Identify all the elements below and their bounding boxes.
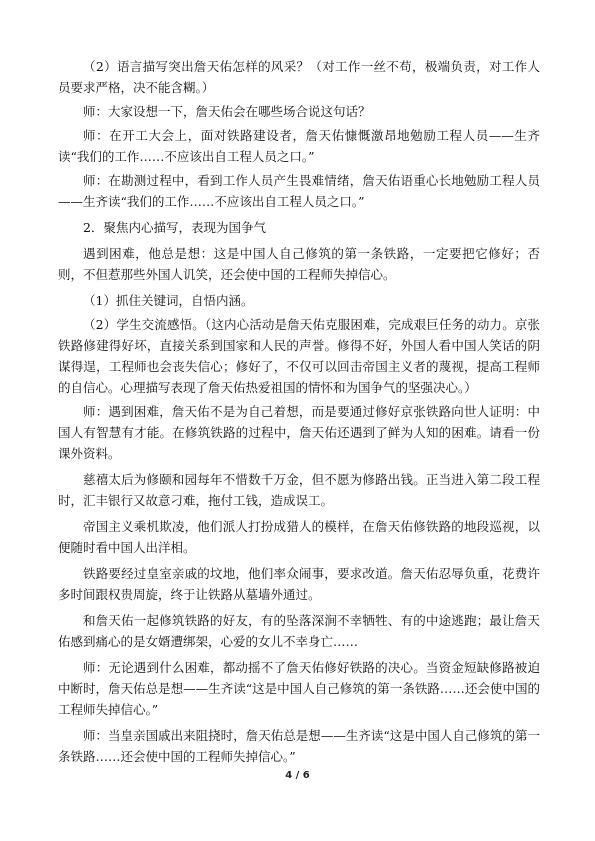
paragraph-material-friends: 和詹天佑一起修筑铁路的好友，有的坠落深涧不幸牺牲、有的中途逃跑；最让詹天佑感到痛心的是女婿遭绑架，心爱的女儿不幸身亡…… [58, 613, 540, 649]
document-body [58, 56, 540, 767]
page-number: 4 / 6 [285, 770, 310, 781]
paragraph-teacher-imagine: 师：大家设想一下，詹天佑会在哪些场合说这句话？ [83, 104, 371, 119]
paragraph-step-1: （1）抓住关键词，自悟内涵。 [83, 293, 254, 308]
section-heading-inner-description: 2．聚焦内心描写，表现为国争气 [83, 220, 266, 235]
paragraph-teacher-determination: 师：无论遇到什么困难，都动摇不了詹天佑修好铁路的决心。当资金短缺修路被迫中断时，詹天佑总是想——生齐读“这是中国人自己修筑的第一条铁路……还会使中国的工程师失掉信心。” [58, 660, 540, 717]
paragraph-question-2: （2）语言描写突出詹天佑怎样的风采？（对工作一丝不苟，极端负责，对工作人员要求严格，决不能含糊。） [58, 59, 540, 95]
paragraph-step-2: （2）学生交流感悟。（这内心活动是詹天佑克服困难，完成艰巨任务的动力。京张铁路修建得好坏，直接关系到国家和人民的声誉。修得不好，外国人看中国人笑话的阴谋得逞，工程师也会丧失信心；修好了，不仅可以回击帝国主义者的蔑视，提高工程师的自信心。心理描写表现了詹天佑热爱祖国的情怀和为国争气的坚强决心。） [58, 317, 540, 395]
paragraph-material-graveyard: 铁路要经过皇室亲戚的坟地，他们率众闹事，要求改道。詹天佑忍辱负重，花费许多时间跟权贵周旋，终于让铁路从墓墙外通过。 [58, 566, 540, 602]
paragraph-teacher-obstruction: 师：当皇亲国戚出来阻挠时，詹天佑总是想——生齐读“这是中国人自己修筑的第一条铁路……还会使中国的工程师失掉信心。” [58, 728, 540, 764]
paragraph-teacher-prove: 师：遇到困难，詹天佑不是为自己着想，而是要通过修好京张铁路向世人证明：中国人有智慧有才能。在修筑铁路的过程中，詹天佑还遇到了鲜为人知的困难。请看一份课外资料。 [58, 404, 540, 461]
paragraph-material-cixi: 慈禧太后为修颐和园每年不惜数千万金，但不愿为修路出钱。正当进入第二段工程时，汇丰银行又故意刁难，拖付工钱，造成误工。 [58, 472, 540, 508]
paragraph-teacher-survey: 师：在勘测过程中，看到工作人员产生畏难情绪，詹天佑语重心长地勉励工程人员——生齐读“我们的工作……不应该出自工程人员之口。” [58, 173, 540, 209]
paragraph-quote-difficulty: 遇到困难，他总是想：这是中国人自己修筑的第一条铁路，一定要把它修好；否则，不但惹那些外国人讥笑，还会使中国的工程师失掉信心。 [58, 246, 540, 282]
paragraph-teacher-opening-meeting: 师：在开工大会上，面对铁路建设者，詹天佑慷慨激昂地勉励工程人员——生齐读“我们的工作……不应该出自工程人员之口。” [58, 128, 540, 164]
paragraph-material-imperialists: 帝国主义乘机欺凌，他们派人打扮成猎人的模样，在詹天佑修铁路的地段巡视，以便随时看中国人出洋相。 [58, 519, 540, 555]
